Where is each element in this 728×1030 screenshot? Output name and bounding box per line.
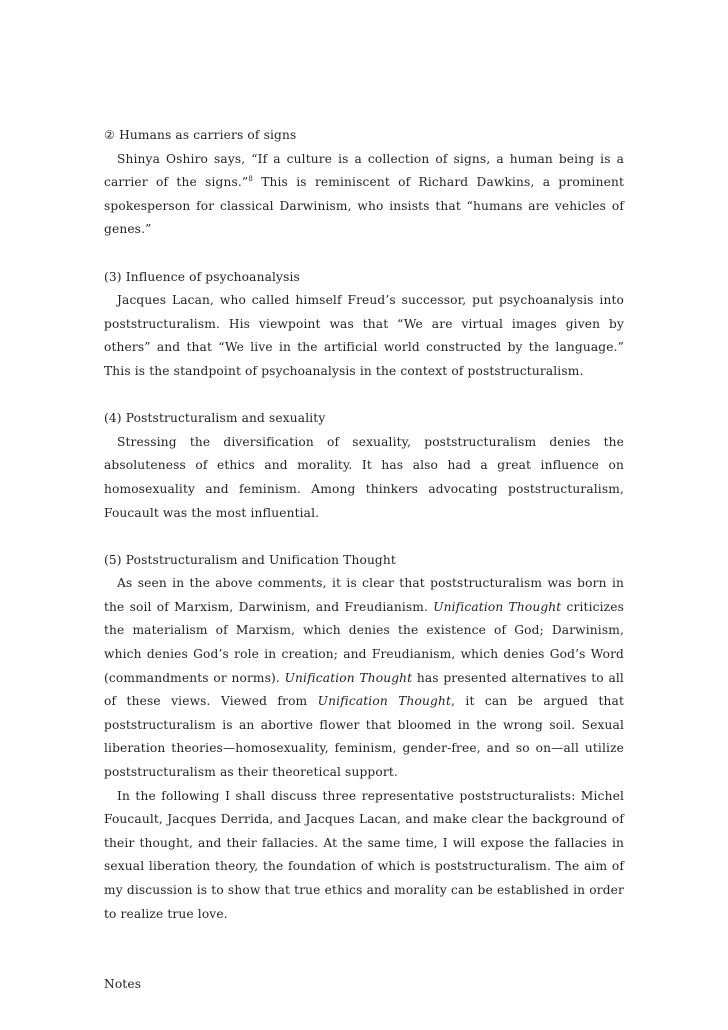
paragraph: In the following I shall discuss three representative poststructuralists: Michel Foucault, Jacques Derrida, and Jacques Lacan, and make clear the background of their thought, and their fallacies. At the same time, I will expose the fallacies in sexual liberation theory, the foundation of which is poststructuralism. The aim of my discussion is to show that true ethics and morality can be established in order to realize true love.	[104, 788, 624, 921]
notes-heading: Notes	[104, 977, 142, 992]
section-heading: (4) Poststructuralism and sexuality	[104, 411, 326, 426]
section-humans-as-carriers	[104, 124, 624, 242]
paragraph	[104, 572, 624, 784]
book-title: Unification Thought	[317, 694, 451, 709]
section-psychoanalysis	[104, 266, 624, 384]
paragraph-text: has presented alternatives to all of these views. Viewed from	[104, 670, 624, 709]
section-sexuality	[104, 407, 624, 525]
section-heading: (3) Influence of psychoanalysis	[104, 269, 300, 284]
spacer	[104, 525, 624, 549]
section-heading: ② Humans as carriers of signs	[104, 128, 297, 142]
paragraph: Jacques Lacan, who called himself Freud’s successor, put psychoanalysis into poststructuralism. His viewpoint was that “We are virtual images given by others” and that “We live in the artificial world constructed by the language.” This is the standpoint of psychoanalysis in the context of poststructuralism.	[104, 293, 624, 378]
book-title: Unification Thought	[284, 670, 413, 685]
book-title: Unification Thought	[433, 599, 562, 614]
paragraph-text: Shinya Oshiro says, “If a culture is a collection of signs, a human being is a carrier of the signs.”	[104, 151, 624, 190]
spacer	[104, 926, 624, 973]
paragraph	[104, 148, 624, 242]
paragraph-text: As seen in the above comments, it is clear that poststructuralism was born in the soil of Marxism, Darwinism, and Freudianism.	[104, 576, 624, 614]
section-heading: (5) Poststructuralism and Unification Thought	[104, 552, 396, 567]
paragraph: Stressing the diversification of sexuality, poststructuralism denies the absoluteness of ethics and morality. It has also had a great influence on homosexuality and feminism. Among thinkers advocating poststructuralism, Foucault was the most influential.	[104, 434, 624, 520]
section-unification-thought	[104, 549, 624, 927]
paragraph-text: , it can be argued that poststructuralism is an abortive flower that bloomed in the wrong soil. Sexual liberation theories—homosexuality, feminism, gender-free, and so on—all utilize poststructuralism as their theoretical support.	[104, 694, 624, 780]
footnote-marker[interactable]: 8	[248, 175, 253, 184]
paragraph-text: This is reminiscent of Richard Dawkins, a prominent spokesperson for classical Darwinism, who insists that “humans are vehicles of genes.”	[104, 175, 624, 237]
paragraph-text: criticizes the materialism of Marxism, which denies the existence of God; Darwinism, which denies God’s role in creation; and Freudianism, which denies God’s Word (commandments or norms).	[104, 599, 624, 685]
document-page	[104, 124, 624, 997]
spacer	[104, 384, 624, 408]
notes-section	[104, 973, 624, 997]
spacer	[104, 242, 624, 266]
